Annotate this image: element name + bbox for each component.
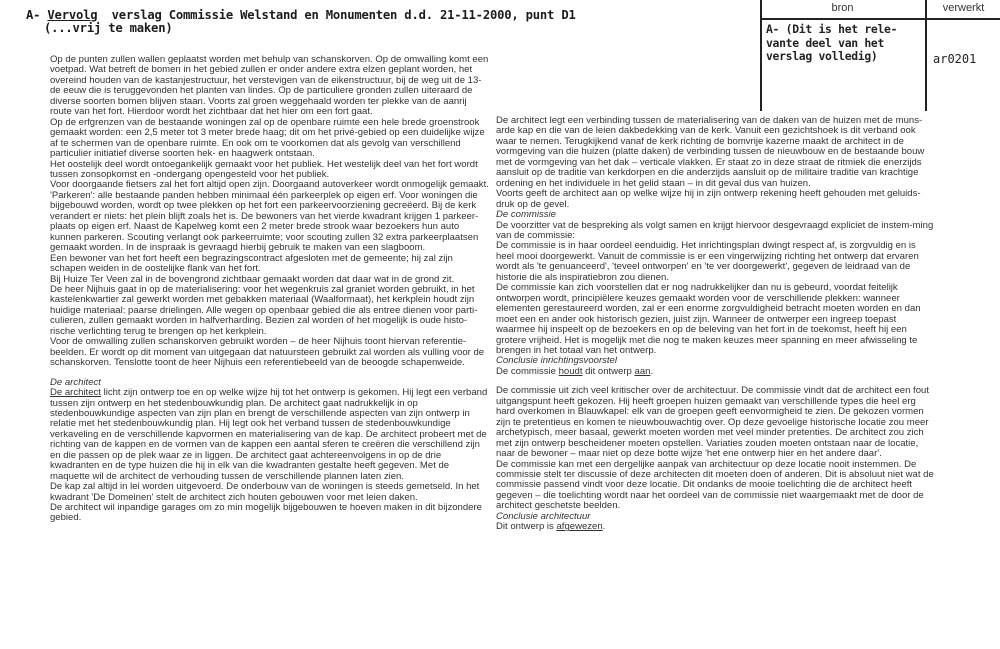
document-header bbox=[26, 9, 726, 35]
bron-value: A- (Dit is het rele-vante deel van het verslag volledig) bbox=[766, 22, 898, 63]
paragraph: De heer Nijhuis gaat in op de materialisering: voor het wegenkruis zal graniet worden gebruikt, in het kastelenkwartier zal gewerkt worden met gebakken materiaal (Waalformaat), het kerkplein houdt zijn huidige materiaal: paarse drielingen. Alle wegen op openbaar gebied die als entree dienen voor parti-culieren, zullen gemaakt worden in halfverharding. Bezien zal worden of het mogelijk is oude histo-rische verlichting terug te brengen op het kerkplein. bbox=[50, 283, 478, 337]
paragraph: De kap zal altijd in lei worden uitgevoerd. De onderbouw van de woningen is steeds gemetseld. In het kwadrant 'De Domeinen' stelt de architect zich houten gebouwen voor met leien daken. bbox=[50, 481, 480, 503]
text: De commissie bbox=[496, 365, 559, 377]
text: dit ontwerp bbox=[582, 365, 635, 377]
header-vervolg: Vervolg bbox=[47, 8, 98, 22]
column-header-bron: bron bbox=[831, 2, 854, 14]
section-heading-architect: De architect bbox=[50, 376, 101, 388]
text: . bbox=[650, 365, 654, 377]
paragraph: De commissie is in haar oordeel eenduidig. Het inrichtingsplan dwingt respect af, is zorgvuldig en is heel mooi doorgewerkt. Vanuit de commissie is er een vingerwijzing richting het ontwerp dat ervaren wordt als 'te genuanceerd', 'teveel ontworpen' en 'te ver doorgewerkt', gegeven de leidraad van de historie die als inspiratiebron zou dienen. bbox=[496, 240, 919, 283]
underlined-term: houdt bbox=[558, 365, 583, 377]
paragraph bbox=[50, 388, 490, 482]
paragraph: De voorzitter vat de bespreking als volgt samen en krijgt hiervoor desgevraagd expliciet de instem-ming van de commissie: bbox=[496, 219, 934, 241]
section-heading-commissie: De commissie bbox=[496, 209, 556, 221]
spacer bbox=[50, 369, 490, 378]
source-table bbox=[760, 0, 1000, 112]
paragraph: Voor doorgaande fietsers zal het fort altijd open zijn. Doorgaand autoverkeer wordt onmogelijk gemaakt. bbox=[50, 179, 489, 191]
conclusion-architectuur bbox=[496, 522, 936, 532]
paragraph: De architect wil inpandige garages om zo min mogelijk bijgebouwen te hoeven maken in dit bijzondere gebied. bbox=[50, 502, 482, 524]
paragraph: Op de punten zullen wallen geplaatst worden met behulp van schanskorven. Op de omwalling komt een voetpad. Wat betreft de bomen in het gebied zullen er onder andere extra elzen geplant worden, het overeind houden van de kastanjestructuur, het verstevigen van de eikenstructuur, bij de weg uit de 13-de eeuw die is teruggevonden het planten van lindes. Op de particuliere gronden zullen uiteraard de diverse soorten bomen blijven staan. Voorts zal groen weggehaald worden ter plekke van de aanrij route van het fort. Hierdoor wordt het zichtbaar dat het hier om een fort gaat. bbox=[50, 54, 489, 118]
right-column bbox=[496, 116, 936, 533]
paragraph: Een bewoner van het fort heeft een begrazingscontract afgesloten met de gemeente; hij zal zijn schapen weiden in de oostelijke flank van het fort. bbox=[50, 252, 453, 275]
table-header-divider bbox=[760, 18, 1000, 20]
paragraph: De commissie kan met een dergelijke aanpak van architectuur op deze locatie nooit instemmen. De commissie stelt ter discussie of deze architecten dit moeten doen of anderen. Dit is absoluut niet wat de commissie passend vindt voor deze locatie. Dit ondanks de mooie toelichting die de architect heeft gegeven – die toelichting wordt naar het oordeel van de commissie niet waargemaakt met de door de architect geschetste beelden. bbox=[496, 458, 934, 512]
table-column-divider bbox=[925, 0, 927, 111]
paragraph: Voorts geeft de architect aan op welke wijze hij in zijn ontwerp rekening heeft gehouden met geluids-druk op de gevel. bbox=[496, 188, 921, 210]
paragraph: De commissie uit zich veel kritischer over de architectuur. De commissie vindt dat de architect een fout uitgangspunt heeft gekozen. Hij heeft groepen huizen gemaakt van verschillende types die heel erg hard overkomen in Blauwkapel: elk van de groepen geeft eenvormigheid te zien. De gekozen vormen zijn te pretentieus en komen te nieuwbouwachtig over. Op deze gevoelige historische locatie zou meer archetypisch, meer basaal, gewerkt moeten worden met veel minder pretenties. De architect zou zich met zijn ontwerp bescheidener moeten opstellen. Variaties zouden moeten ontstaan naar de locatie, naar de bewoner – maar niet op deze botte wijze 'het ene ontwerp hier en het andere daar'. bbox=[496, 385, 929, 460]
underlined-term: De architect bbox=[50, 387, 101, 399]
paragraph: Het oostelijk deel wordt ontoegankelijk gemaakt voor het publiek. Het westelijk deel van het fort wordt tussen zonsopkomst en -ondergang opengesteld voor het publiek. bbox=[50, 158, 478, 180]
paragraph: De architect legt een verbinding tussen de materialisering van de daken van de huizen met de muns-arde kap en die van de leien dakbedekking van de kerk. Vanuit een gezichtshoek is dit verband ook waar te nemen. Terugkijkend vanaf de kerk richting de bomvrije kazerne maakt de architect in de vormgeving van die huizen (platte daken) de verbinding tussen de nieuwbouw en de bestaande bouw met de vormgeving van het dak – verticale vlakken. Er staat zo in deze straat de ritmiek die enerzijds aansluit op de traditie van kerkdorpen en die anderzijds aansluit op de militaire traditie van krachtige ordening en het individuele in het gelid staan – in dit geval dus van huizen. bbox=[496, 115, 925, 189]
paragraph: Voor de omwalling zullen schanskorven gebruikt worden – de heer Nijhuis toont hiervan referentie-beelden. Er wordt op dit moment van uitgegaan dat natuursteen gebruikt zal worden als vulling voor de schanskorven. Tenslotte toont de heer Nijhuis een referentiebeeld van de beoogde schapenweide. bbox=[50, 336, 485, 369]
underlined-term: afgewezen bbox=[556, 521, 603, 533]
header-title-rest: verslag Commissie Welstand en Monumenten d.d. 21-11-2000, punt D1 bbox=[97, 8, 576, 22]
table-border-left bbox=[760, 0, 762, 111]
left-column bbox=[50, 55, 490, 524]
verwerkt-value: ar0201 bbox=[933, 52, 977, 66]
text: Dit ontwerp is bbox=[496, 521, 557, 533]
text: . bbox=[602, 521, 606, 533]
section-heading-conclusie-inrichting: Conclusie inrichtingsvoorstel bbox=[496, 355, 617, 367]
header-subtitle: (...vrij te maken) bbox=[44, 21, 173, 35]
section-heading-conclusie-architectuur: Conclusie architectuur bbox=[496, 510, 591, 522]
conclusion-inrichting bbox=[496, 367, 936, 377]
column-header-verwerkt: verwerkt bbox=[942, 2, 985, 14]
paragraph: Op de erfgrenzen van de bestaande woningen zal op de openbare ruimte een hele brede groenstrook gemaakt worden: een 2,5 meter tot 3 meter brede haag; dit om het privé-gebied op een duidelijke wijze af te schermen van de openbare ruimte. En ook om te voorkomen dat als gevolg van verschillend particulier initiatief diverse soorten hek- en haagwerk ontstaan. bbox=[50, 116, 485, 160]
paragraph: 'Parkeren': alle bestaande panden hebben minimaal één parkeerplek op eigen erf. Voor woningen die bijgebouwd worden, wordt op twee plekken op het fort een parkeervoorziening gecreëerd. Bij de kerk verandert er niets: het plein blijft zoals het is. De bewoners van het vierde kwadrant krijgen 1 parkeer-plaats op eigen erf. Naast de Kapelweg komt een 2 meter brede strook waar bezoekers hun auto kunnen parkeren. Scouting verlangt ook parkeerruimte; voor scouting zullen 32 extra parkeerplaatsen gemaakt worden. In de inspraak is gevraagd hierbij gebruik te maken van een slagboom. bbox=[50, 189, 479, 254]
underlined-term: aan bbox=[634, 365, 651, 377]
paragraph: Bij Huize Ter Veen zal in de bovengrond zichtbaar gemaakt worden dat daar wat in de grond zit. bbox=[50, 273, 455, 285]
header-prefix: A- bbox=[26, 8, 48, 22]
paragraph: De commissie kan zich voorstellen dat er nog nadrukkelijker dan nu is gebeurd, voordat feitelijk ontworpen wordt, principiëlere keuzes gemaakt worden voor de verschillende plekken: wanneer elementen gerestaureerd worden, zal er een enorme zorgvuldigheid betracht moeten worden en dan moet een en ander ook historisch gezien, juist zijn. Wanneer de ontwerper een ingreep toepast waarmee hij inspeelt op de bezoekers en op de beleving van het fort in de toekomst, heeft hij een grotere vrijheid. Het is mogelijk met die nog te maken keuzes meer spanning en meer afwisseling te brengen in het totaal van het ontwerp. bbox=[496, 282, 921, 356]
paragraph-text: licht zijn ontwerp toe en op welke wijze hij tot het ontwerp is gekomen. Hij legt een verband tussen zijn ontwerp en het stedenbouwkundig plan. De architect gaat nadrukkelijk in op stedenbouwkundige aspecten van zijn plan en brengt de verschillende aspecten van zijn ontwerp in relatie met het stedenbouwkundig plan. Hij legt ook het verband tussen de stedenbouwkundige verkaveling en de verschillende kapvormen en materialisering van de kap. De architect probeert met de richting van de kappen en de vormen van de kappen een aantal sferen te creëren die verschillend zijn en die passen op de plek waar ze in liggen. De architect gaat achtereenvolgens in op de drie kwadranten en de type huizen die hij in elk van die kwadranten gestalte heeft gegeven. Met de maquette wil de architect de verhouding tussen de verschillende plannen laten zien. bbox=[50, 387, 488, 482]
